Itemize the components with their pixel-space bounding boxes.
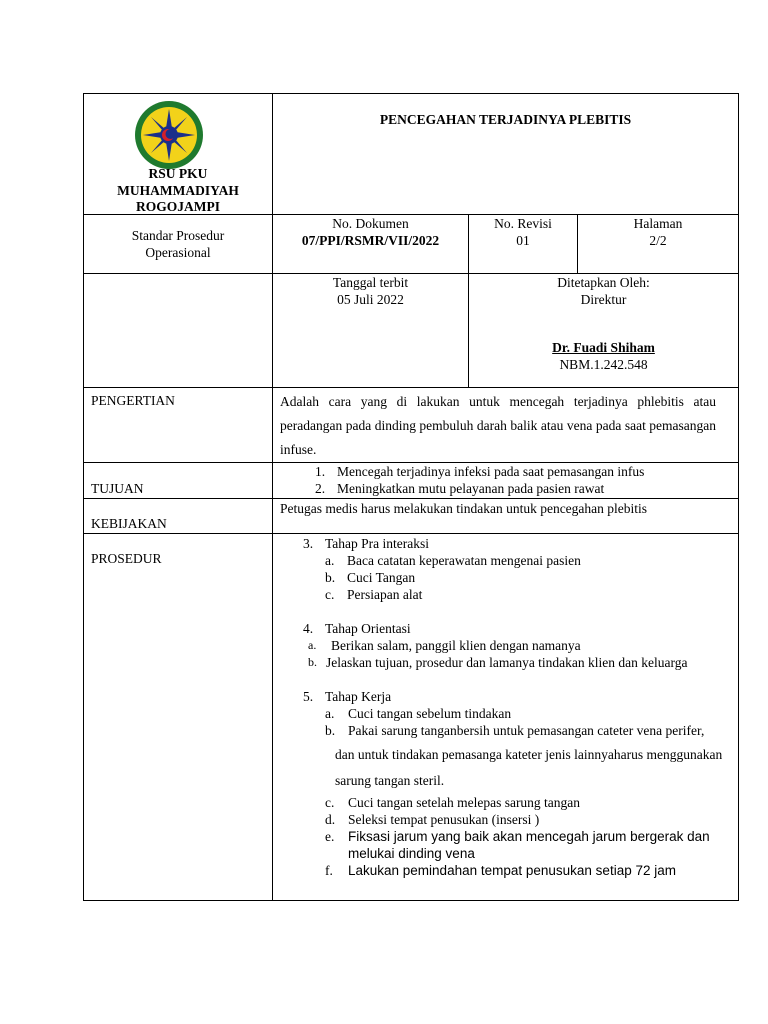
revision-value: 01 — [516, 233, 530, 248]
director-nbm: NBM.1.242.548 — [559, 357, 648, 372]
page-label: Halaman — [633, 216, 683, 231]
sop-label-cell — [84, 215, 273, 274]
sop-label-line-1: Standar Prosedur — [131, 228, 225, 243]
organization-name — [84, 166, 272, 216]
list-item: e. Fiksasi jarum yang baik akan mencegah jarum bergerak dan — [325, 829, 710, 844]
list-item: b. Pakai sarung tanganbersih untuk pemasangan cateter vena perifer, — [325, 723, 705, 738]
doc-number-cell — [273, 215, 469, 274]
page-cell — [578, 215, 739, 274]
director-name: Dr. Fuadi Shiham — [552, 340, 655, 355]
list-item: a. Berikan salam, panggil klien dengan namanya — [308, 638, 581, 653]
document-title: PENCEGAHAN TERJADINYA PLEBITIS — [273, 94, 739, 215]
step-heading: 3. Tahap Pra interaksi — [303, 536, 430, 551]
list-item: c. Cuci tangan setelah melepas sarung tangan — [325, 795, 581, 810]
tujuan-list — [273, 463, 739, 499]
doc-number-value: 07/PPI/RSMR/VII/2022 — [301, 233, 440, 248]
step-heading: 4. Tahap Orientasi — [303, 621, 411, 636]
empty-cell — [84, 274, 273, 388]
issue-date-label: Tanggal terbit — [332, 275, 409, 290]
sop-document — [83, 93, 738, 901]
doc-number-label: No. Dokumen — [332, 216, 409, 231]
logo-cell — [84, 94, 273, 215]
list-item: b. Cuci Tangan — [325, 570, 416, 585]
sop-label-line-2: Operasional — [145, 245, 211, 260]
issue-date-value: 05 Juli 2022 — [337, 292, 404, 307]
list-item: c. Persiapan alat — [325, 587, 423, 602]
kebijakan-text: Petugas medis harus melakukan tindakan untuk pencegahan plebitis — [273, 499, 739, 534]
tujuan-label: TUJUAN — [84, 463, 273, 499]
org-line-1: RSU PKU — [148, 166, 208, 181]
kebijakan-label: KEBIJAKAN — [84, 499, 273, 534]
list-item: d. Seleksi tempat penusukan (insersi ) — [325, 812, 540, 827]
pengertian-text: Adalah cara yang di lakukan untuk mencegah terjadinya phlebitis atau peradangan pada dinding pembuluh darah balik atau vena pada saat pemasangan infuse. — [273, 388, 739, 463]
list-item-continued: melukai dinding vena — [348, 846, 475, 861]
revision-cell — [469, 215, 578, 274]
prosedur-label: PROSEDUR — [84, 534, 273, 901]
issue-date-cell — [273, 274, 469, 388]
org-line-3: ROGOJAMPI — [136, 199, 220, 214]
prosedur-content — [273, 534, 739, 901]
step-heading: 5. Tahap Kerja — [303, 689, 392, 704]
revision-label: No. Revisi — [494, 216, 552, 231]
list-item: a. Cuci tangan sebelum tindakan — [325, 706, 512, 721]
page-value: 2/2 — [649, 233, 667, 248]
hospital-logo-icon — [134, 100, 204, 170]
pengertian-label: PENGERTIAN — [84, 388, 273, 463]
sop-table — [83, 93, 739, 901]
org-line-2: MUHAMMADIYAH — [117, 182, 239, 198]
list-item: b. Jelaskan tujuan, prosedur dan lamanya tindakan klien dan keluarga — [308, 655, 688, 670]
approval-cell — [469, 274, 739, 388]
approved-by-label: Ditetapkan Oleh: — [557, 275, 650, 290]
list-item-continued: dan untuk tindakan pemasanga kateter jenis lainnyaharus menggunakan — [335, 747, 723, 762]
list-item: 1. Mencegah terjadinya infeksi pada saat pemasangan infus — [315, 464, 645, 479]
list-item: 2. Meningkatkan mutu pelayanan pada pasien rawat — [315, 481, 605, 496]
approved-by-role: Direktur — [580, 292, 627, 307]
list-item-continued: sarung tangan steril. — [335, 773, 445, 788]
list-item: a. Baca catatan keperawatan mengenai pasien — [325, 553, 581, 568]
list-item: f. Lakukan pemindahan tempat penusukan setiap 72 jam — [325, 863, 676, 878]
